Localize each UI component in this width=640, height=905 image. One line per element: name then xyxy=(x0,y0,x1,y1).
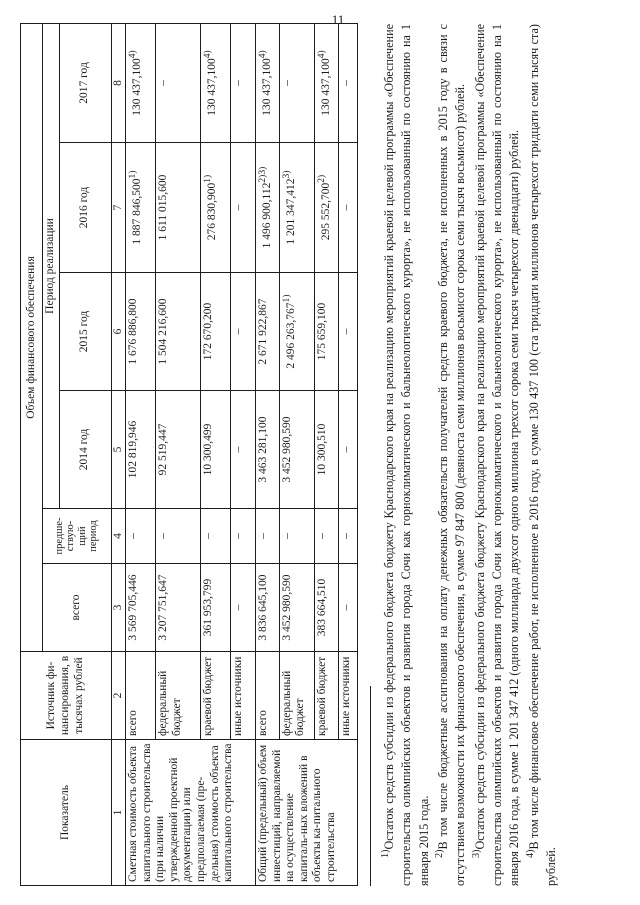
col-number: 1 xyxy=(111,740,126,886)
source-cell: федеральный бюджет xyxy=(156,652,201,740)
value-2015: 2 496 263,767$^{1)}$ xyxy=(279,273,314,391)
source-cell: всего xyxy=(256,652,280,740)
indicator-cell: Общий (предельный) объем инвестиций, направляемой на осуществление капиталь-ных вложений в объекты ка-питального строительства xyxy=(256,740,358,886)
value-total: 361 953,799 xyxy=(201,564,231,652)
footnote-ref: 1) xyxy=(280,294,292,303)
value-2015: 175 659,100 xyxy=(314,273,338,391)
header-year-2017: 2017 год xyxy=(59,23,111,142)
financing-table xyxy=(20,23,358,886)
value-previous: – xyxy=(314,509,338,564)
col-number: 3 xyxy=(111,564,126,652)
value-previous: – xyxy=(156,509,201,564)
header-year-2016: 2016 год xyxy=(59,143,111,273)
value-2014: 92 519,447 xyxy=(156,391,201,509)
value-previous: – xyxy=(126,509,156,564)
value-2016: 1 611 015,600 xyxy=(156,143,201,273)
source-cell: всего xyxy=(126,652,156,740)
header-total: всего xyxy=(43,564,112,652)
value-2017: – xyxy=(338,23,357,142)
value-2015: 1 504 216,600 xyxy=(156,273,201,391)
footnote-ref: 4) xyxy=(315,50,327,59)
indicator-cell: Сметная стоимость объекта капитального строительства (при наличии утвержденной проектной документации) или предполагаемая (пре-дельная) стоимость объекта капитального строительства xyxy=(126,740,256,886)
value-2016: 1 496 $900,112^{2)3)}$ xyxy=(256,143,280,273)
value-2016: – xyxy=(231,143,256,273)
value-2017: – xyxy=(231,23,256,142)
header-volume: Объем финансового обеспечения xyxy=(21,23,43,651)
col-number: 6 xyxy=(111,273,126,391)
footnotes xyxy=(370,24,561,886)
header-year-2015: 2015 год xyxy=(59,273,111,391)
table-row xyxy=(126,23,156,885)
col-number: 7 xyxy=(111,143,126,273)
source-cell: краевой бюджет xyxy=(201,652,231,740)
value-2014: 10 300,499 xyxy=(201,391,231,509)
footnote-ref: 4) xyxy=(257,50,269,59)
table-row xyxy=(256,23,280,885)
value-previous: – xyxy=(338,509,357,564)
value-2016: 276 830,900$^{1)}$ xyxy=(201,143,231,273)
page-number: 11 xyxy=(331,12,345,27)
value-2014: 10 300,510 xyxy=(314,391,338,509)
value-total: – xyxy=(231,564,256,652)
col-number: 8 xyxy=(111,23,126,142)
value-2016: 1 887 846,500$^{1)}$ xyxy=(126,143,156,273)
source-cell: иные источники xyxy=(231,652,256,740)
value-total: – xyxy=(338,564,357,652)
value-total: 3 569 705,446 xyxy=(126,564,156,652)
source-cell: краевой бюджет xyxy=(314,652,338,740)
source-cell: иные источники xyxy=(338,652,357,740)
value-total: 3 836 645,100 xyxy=(256,564,280,652)
footnote-ref: 1) xyxy=(127,170,139,179)
value-2015: – xyxy=(231,273,256,391)
header-previous-period: предше-ствую-щий период xyxy=(43,509,112,564)
value-2017: 130 437,100$^{4)}$ xyxy=(126,23,156,142)
value-2015: – xyxy=(338,273,357,391)
value-previous: – xyxy=(231,509,256,564)
value-2017: 130 437,100$^{4)}$ xyxy=(256,23,280,142)
footnote-ref: 2)3) xyxy=(257,166,269,183)
value-2016: 295 552,700$^{2)}$ xyxy=(314,143,338,273)
footnote-4: $^{4)}$В том числе финансовое обеспечение работ, не исполненное в 2016 году, в сумме 130 437 100 (ста тридцати миллионов четырехсот тридцати семи тысяч ста) рублей. xyxy=(524,24,559,886)
value-previous: – xyxy=(201,509,231,564)
footnote-divider xyxy=(370,686,371,886)
value-2014: – xyxy=(338,391,357,509)
rotated-sheet xyxy=(20,6,620,886)
footnote-ref: 2) xyxy=(315,174,327,183)
value-2017: 130 437,100$^{4)}$ xyxy=(201,23,231,142)
value-2015: 2 671 922,867 xyxy=(256,273,280,391)
header-source: Источник фи-нансирования, в тысячах рублей xyxy=(21,652,112,740)
column-number-row xyxy=(111,23,126,885)
header-implementation-period: Период реализации xyxy=(43,23,60,508)
value-2014: 3 452 980,590 xyxy=(279,391,314,509)
value-2014: – xyxy=(231,391,256,509)
value-2017: – xyxy=(279,23,314,142)
value-2014: 3 463 281,100 xyxy=(256,391,280,509)
col-number: 2 xyxy=(111,652,126,740)
value-2015: 172 670,200 xyxy=(201,273,231,391)
header-year-2014: 2014 год xyxy=(59,391,111,509)
value-2015: 1 676 886,800 xyxy=(126,273,156,391)
footnote-1: $^{1)}$Остаток средств субсидии из федерального бюджета бюджету Краснодарского края на реализацию мероприятий краевой целевой программы «Обеспечение строительства олимпийских объектов и развития города Сочи как горноклиматического и бальнеологического курорта», не использованный по состоянию на 1 января 2015 года. xyxy=(380,24,431,886)
col-number: 4 xyxy=(111,509,126,564)
footnote-3: $^{3)}$Остаток средств субсидии из федерального бюджета бюджету Краснодарского края на реализацию мероприятий краевой целевой программы «Обеспечение строительства олимпийских объектов и развития города Сочи как горноклиматического и бальнеологического курорта», не использованный по состоянию на 1 января 2016 года, в сумме 1 201 347 412 (одного миллиарда двухсот одного миллиона трехсот сорока семи тысяч четырехсот двенадцати) рублей. xyxy=(470,24,522,886)
value-previous: – xyxy=(256,509,280,564)
footnote-ref: 4) xyxy=(127,50,139,59)
footnote-ref: 3) xyxy=(280,170,292,179)
value-2017: 130 437,100$^{4)}$ xyxy=(314,23,338,142)
footnote-2: $^{2)}$В том числе бюджетные ассигнования на оплату денежных обязательств получателей средств краевого бюджета, не исполненных в 2015 году в связи с отсутствием возможности их финансового обеспечения, в сумме 97 847 800 (девяноста семи миллионов восьмисот сорока семи тысяч восьмисот) рублей. xyxy=(434,24,468,886)
footnote-ref: 4) xyxy=(202,50,214,59)
value-previous: – xyxy=(279,509,314,564)
value-2016: 1 201 347,412$^{3)}$ xyxy=(279,143,314,273)
value-2016: – xyxy=(338,143,357,273)
footnote-ref: 1) xyxy=(202,174,214,183)
value-total: 383 664,510 xyxy=(314,564,338,652)
value-total: 3 207 751,647 xyxy=(156,564,201,652)
col-number: 5 xyxy=(111,391,126,509)
value-total: 3 452 980,590 xyxy=(279,564,314,652)
source-cell: федеральный бюджет xyxy=(279,652,314,740)
value-2014: 102 819,946 xyxy=(126,391,156,509)
header-indicator: Показатель xyxy=(21,740,112,886)
value-2017: – xyxy=(156,23,201,142)
